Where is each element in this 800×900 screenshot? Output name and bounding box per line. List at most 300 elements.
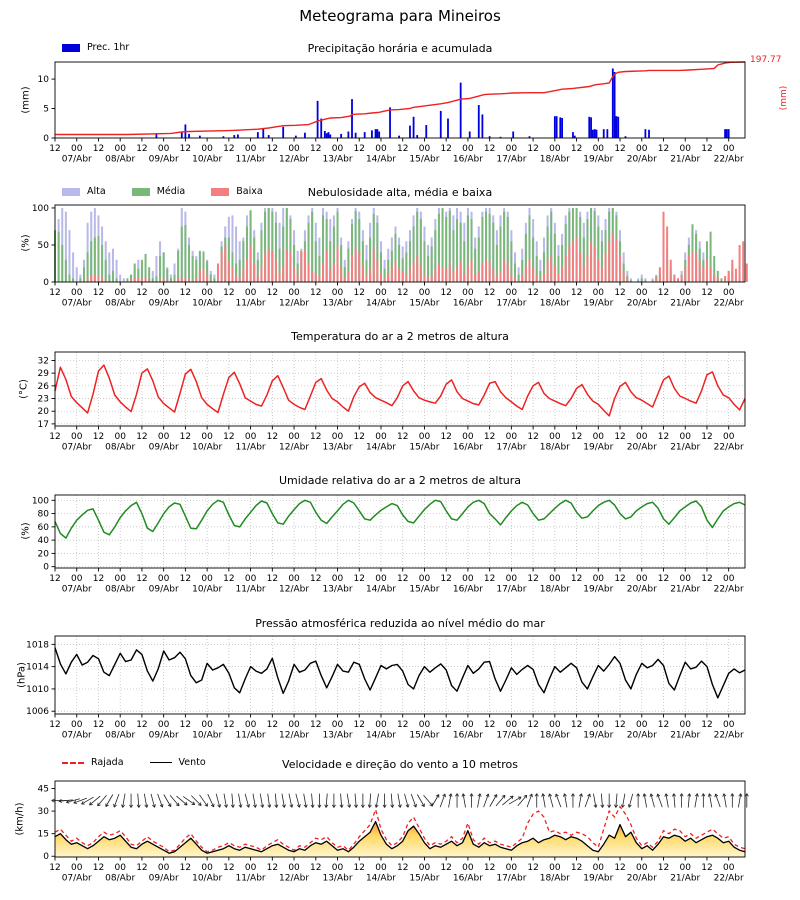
cloud-bar (195, 278, 197, 282)
y-tick-label: 0 (43, 278, 49, 288)
x-tick-label: 00 (375, 432, 387, 442)
cloud-bar (576, 238, 578, 282)
date-label: 10/Abr (192, 154, 223, 165)
cloud-bar (275, 260, 277, 282)
cloud-bar (670, 260, 672, 282)
y-tick-label: 100 (31, 496, 49, 507)
precip-bar (447, 119, 449, 138)
x-tick-label: 12 (701, 863, 713, 873)
wind-arrow-head (590, 794, 591, 797)
temperature-axes (38, 352, 745, 453)
temperature-ylabel: (°C) (18, 379, 30, 399)
legend-item-rajada (62, 757, 124, 768)
wind-arrow-head (596, 804, 597, 807)
x-tick-label: 12 (657, 574, 670, 584)
y-tick-label: 20 (37, 549, 49, 560)
x-tick-label: 12 (483, 144, 496, 154)
date-label: 22/Abr (713, 298, 744, 309)
wind-arrow-head (178, 803, 179, 806)
cloud-bar (329, 269, 331, 282)
date-label: 18/Abr (539, 584, 570, 595)
y-tick-label: 1010 (26, 684, 49, 695)
cloud-bar (351, 256, 353, 282)
cloud-bar (666, 226, 668, 282)
x-tick-label: 00 (592, 432, 605, 442)
cloud-bar (684, 267, 686, 282)
date-label: 21/Abr (670, 298, 701, 309)
cloud-bar (308, 263, 310, 282)
x-tick-label: 00 (505, 432, 518, 442)
x-tick-label: 00 (722, 574, 735, 584)
cloud-bar (318, 276, 320, 282)
cloud-bar (525, 266, 527, 282)
x-tick-label: 00 (114, 144, 126, 154)
x-tick-label: 00 (71, 432, 83, 442)
cloud-bar (731, 260, 733, 282)
x-tick-label: 00 (375, 863, 387, 873)
cloud-bar (460, 261, 462, 282)
x-tick-label: 00 (462, 720, 474, 730)
humidity-title: Umidade relativa do ar a 2 metros de altura (278, 474, 522, 487)
x-tick-label: 00 (418, 574, 431, 584)
cloud-bar (402, 272, 404, 282)
x-tick-label: 12 (49, 863, 61, 873)
wind-arrow-head (306, 804, 307, 807)
x-tick-label: 00 (244, 144, 257, 154)
y-tick-label: 45 (37, 784, 49, 795)
wind-arrow-head (451, 794, 452, 797)
cloud-bar (68, 230, 70, 282)
precip-bar (460, 83, 462, 138)
humidity-panel (55, 495, 745, 568)
x-tick-label: 00 (244, 288, 257, 298)
x-tick-label: 12 (701, 574, 713, 584)
cloud-bar (239, 278, 241, 282)
cloud-bar (253, 263, 255, 282)
wind-arrow-head (556, 794, 557, 797)
x-tick-label: 00 (288, 288, 300, 298)
cloud-low-swatch-icon (211, 188, 229, 196)
x-tick-label: 00 (71, 144, 83, 154)
precip-bar (603, 129, 605, 138)
x-tick-label: 12 (179, 288, 192, 298)
wind-arrow-head (89, 805, 92, 806)
cloud-high-swatch-icon (62, 188, 80, 196)
precipitation-axes (38, 62, 745, 165)
cloud-bar (365, 275, 367, 282)
x-tick-label: 00 (549, 288, 561, 298)
y-tick-label: 23 (37, 394, 49, 405)
x-tick-label: 00 (71, 720, 83, 730)
x-tick-label: 12 (223, 863, 235, 873)
y-tick-label: 32 (37, 356, 49, 367)
x-tick-label: 00 (418, 288, 431, 298)
x-tick-label: 00 (157, 574, 170, 584)
x-tick-label: 00 (549, 720, 561, 730)
x-tick-label: 00 (462, 432, 474, 442)
x-tick-label: 00 (679, 288, 691, 298)
cloud-bar (724, 276, 726, 282)
date-label: 12/Abr (279, 873, 310, 884)
cloud-bar (260, 267, 262, 282)
date-label: 09/Abr (148, 584, 179, 595)
date-label: 22/Abr (713, 873, 744, 884)
x-tick-label: 00 (462, 144, 474, 154)
cloud-bar (163, 278, 165, 282)
precip-bar (376, 129, 378, 138)
cloud-bars-alta (54, 208, 741, 282)
cloud-bar (510, 273, 512, 282)
temperature-panel (55, 352, 745, 426)
x-tick-label: 00 (418, 863, 431, 873)
cloud-bar (615, 239, 617, 282)
cloud-bar (79, 278, 81, 282)
cloud-bar (279, 273, 281, 282)
wind-arrow-head (263, 804, 264, 807)
date-label: 14/Abr (365, 154, 397, 165)
x-tick-label: 12 (136, 432, 148, 442)
precip-bar (724, 129, 726, 138)
wind-arrow-head (249, 804, 250, 807)
cloud-bar (90, 276, 92, 282)
cloud-bar (496, 276, 498, 282)
cloud-bar (742, 241, 744, 282)
wind-arrow-head (741, 794, 742, 797)
legend-item-alta (62, 186, 106, 197)
cloud-bar (181, 226, 183, 282)
wind-title: Velocidade e direção do vento a 10 metros (282, 758, 518, 771)
cloud-bar (286, 249, 288, 282)
date-label: 15/Abr (409, 442, 440, 453)
wind-arrow-head (270, 805, 271, 808)
x-tick-label: 12 (483, 432, 496, 442)
cloud-bar (184, 278, 186, 282)
x-tick-label: 12 (614, 863, 626, 873)
date-label: 08/Abr (105, 584, 136, 595)
x-tick-label: 00 (201, 432, 213, 442)
x-tick-label: 00 (549, 432, 561, 442)
cloud-bar (347, 271, 349, 282)
precip-bar (181, 132, 183, 138)
wind-arrow-head (66, 802, 69, 803)
date-label: 17/Abr (496, 730, 527, 741)
x-tick-label: 12 (353, 574, 365, 584)
precip-bar (257, 132, 259, 138)
x-tick-label: 00 (722, 720, 735, 730)
precip-bar (324, 131, 326, 138)
y-tick-label: 26 (37, 381, 49, 392)
x-tick-label: 00 (679, 863, 691, 873)
date-label: 20/Abr (626, 154, 657, 165)
precip-bar (572, 132, 574, 138)
cloud-bar (61, 245, 63, 282)
precipitation-ylabel: (mm) (20, 86, 32, 114)
date-label: 15/Abr (409, 584, 440, 595)
wind-arrow (490, 795, 497, 807)
wind-arrow-head (155, 804, 156, 807)
cloud-bar (228, 262, 230, 282)
cloud-bar (445, 269, 447, 282)
x-tick-label: 00 (636, 144, 648, 154)
cloud-bar (688, 256, 690, 282)
cloud-bar (373, 249, 375, 282)
wind-arrow-head (375, 804, 376, 807)
x-tick-label: 12 (266, 144, 279, 154)
x-tick-label: 12 (396, 863, 409, 873)
date-label: 10/Abr (192, 442, 223, 453)
date-label: 11/Abr (235, 730, 266, 741)
date-label: 21/Abr (670, 873, 701, 884)
cloud-bar (452, 271, 454, 282)
cloud-bar (250, 245, 252, 282)
x-tick-label: 12 (440, 863, 452, 873)
cloud-bar (199, 270, 201, 282)
date-label: 18/Abr (539, 154, 570, 165)
date-label: 17/Abr (496, 584, 527, 595)
wind-direction-arrows (52, 794, 749, 808)
x-tick-label: 12 (310, 288, 322, 298)
x-tick-label: 00 (71, 574, 83, 584)
x-tick-label: 12 (483, 863, 496, 873)
x-tick-label: 12 (179, 863, 192, 873)
date-label: 16/Abr (452, 584, 483, 595)
x-tick-label: 00 (679, 720, 691, 730)
wind-arrow-head (715, 794, 716, 797)
wind-arrow-head (563, 794, 564, 797)
wind-arrow-head (74, 803, 77, 804)
x-tick-label: 12 (440, 720, 452, 730)
cloud-bar (126, 278, 128, 282)
x-tick-label: 00 (679, 432, 691, 442)
y-tick-label: 15 (37, 829, 49, 840)
precip-bar (554, 116, 556, 138)
precipitation-title: Precipitação horária e acumulada (307, 42, 493, 55)
cloud-bar (500, 271, 502, 282)
y-tick-label: 100 (31, 203, 49, 214)
cloud-bar (405, 275, 407, 282)
x-tick-label: 00 (288, 720, 300, 730)
x-tick-label: 12 (179, 574, 192, 584)
x-tick-label: 12 (440, 574, 452, 584)
wind-arrow-head (299, 804, 300, 807)
x-tick-label: 00 (505, 144, 518, 154)
date-label: 17/Abr (496, 298, 527, 309)
cloud-bar (326, 251, 328, 282)
wind-arrow-head (350, 804, 351, 807)
y-tick-label: 20 (37, 407, 49, 418)
cloud-bar (612, 234, 614, 282)
x-tick-label: 12 (223, 432, 235, 442)
cloud-bar (739, 245, 741, 282)
cloud-bar (163, 252, 165, 282)
precip-bar (596, 130, 598, 138)
cloud-bar (561, 267, 563, 282)
cloud-bar (224, 245, 226, 282)
cloud-bar (514, 278, 516, 282)
date-label: 09/Abr (148, 730, 179, 741)
cloud-bar (710, 267, 712, 282)
precip-bar (512, 132, 514, 138)
precip-bar (614, 72, 616, 138)
cloud-bar (221, 252, 223, 282)
date-label: 07/Abr (61, 442, 92, 453)
cloud-bar (333, 263, 335, 282)
date-label: 10/Abr (192, 584, 223, 595)
date-label: 20/Abr (626, 730, 657, 741)
x-tick-label: 12 (570, 574, 583, 584)
wind-arrow (417, 795, 424, 807)
cloud-bar (362, 266, 364, 282)
x-tick-label: 12 (614, 432, 626, 442)
cloud-bar (695, 254, 697, 282)
precip-bar (616, 116, 618, 138)
wind-arrow (432, 795, 439, 807)
cloud-bar (242, 269, 244, 282)
date-label: 18/Abr (539, 873, 570, 884)
wind-arrow-head (226, 804, 227, 807)
cloud-bar (340, 267, 342, 282)
wind-line-icon (150, 762, 172, 763)
x-tick-label: 00 (592, 288, 605, 298)
x-tick-label: 12 (396, 432, 409, 442)
x-tick-label: 12 (92, 432, 105, 442)
legend-label: Vento (178, 757, 206, 768)
date-label: 14/Abr (365, 442, 397, 453)
precip-bar (559, 117, 561, 138)
pressure-panel (55, 636, 745, 714)
date-label: 20/Abr (626, 873, 657, 884)
wind-arrow-head (697, 794, 698, 797)
cloud-bar (311, 271, 313, 282)
cloud-bar (177, 251, 179, 282)
date-label: 08/Abr (105, 154, 136, 165)
cloud-bar (434, 269, 436, 282)
date-label: 11/Abr (235, 873, 266, 884)
cloud-bar (170, 278, 172, 282)
cloud-bar (586, 256, 588, 282)
legend-item-media (132, 186, 186, 197)
wind-arrow-head (480, 794, 481, 797)
date-label: 07/Abr (61, 584, 92, 595)
date-label: 19/Abr (583, 442, 614, 453)
x-tick-label: 12 (440, 288, 452, 298)
cloud-bar (166, 269, 168, 282)
precip-bar (188, 134, 190, 138)
cloud-bar (58, 232, 60, 282)
cloud-bar (72, 252, 74, 282)
date-label: 17/Abr (496, 873, 527, 884)
cloud-bar (456, 267, 458, 282)
wind-arrow (424, 795, 433, 806)
date-label: 15/Abr (409, 154, 440, 165)
precip-bar (561, 118, 563, 138)
precip-bar (440, 111, 442, 138)
cloud-bar (257, 276, 259, 282)
date-label: 22/Abr (713, 154, 744, 165)
y-tick-label: 17 (37, 419, 49, 430)
x-tick-label: 12 (179, 432, 192, 442)
x-tick-label: 12 (49, 720, 61, 730)
cloud-bar (337, 246, 339, 282)
date-label: 12/Abr (279, 442, 310, 453)
precipitation-legend (62, 42, 129, 53)
x-tick-label: 00 (244, 863, 257, 873)
legend-label: Alta (87, 186, 106, 197)
x-tick-label: 12 (136, 288, 148, 298)
date-label: 14/Abr (365, 584, 397, 595)
precip-bar (478, 105, 480, 138)
x-tick-label: 00 (331, 144, 344, 154)
cloud-bar (463, 273, 465, 282)
date-label: 13/Abr (322, 442, 353, 453)
x-tick-label: 12 (570, 288, 583, 298)
date-label: 18/Abr (539, 442, 570, 453)
cloud-bar (376, 260, 378, 282)
precip-bar (594, 129, 596, 138)
y-tick-label: 60 (37, 522, 49, 533)
cloud-bar (101, 245, 103, 282)
accumulated-final-value: 197.77 (750, 55, 782, 65)
precip-bar (556, 116, 558, 138)
cloud-bar (188, 245, 190, 282)
precip-bar (262, 128, 264, 138)
date-label: 16/Abr (452, 298, 483, 309)
x-tick-label: 12 (483, 288, 496, 298)
x-tick-label: 12 (223, 574, 235, 584)
x-tick-label: 00 (201, 144, 213, 154)
legend-item-baixa (211, 186, 262, 197)
cloud-bar (155, 276, 157, 282)
y-tick-label: 30 (37, 807, 49, 818)
cloud-bar (231, 267, 233, 282)
cloud-bar (655, 278, 657, 282)
date-label: 10/Abr (192, 730, 223, 741)
precip-bar (389, 107, 391, 138)
cloud-bar (659, 267, 661, 282)
date-label: 11/Abr (235, 442, 266, 453)
wind-arrow-head (488, 794, 489, 797)
y-tick-label: 50 (37, 240, 49, 251)
x-tick-label: 00 (288, 432, 300, 442)
x-tick-label: 12 (396, 144, 409, 154)
cloud-bar (420, 266, 422, 282)
x-tick-label: 00 (375, 144, 387, 154)
x-tick-label: 00 (201, 720, 213, 730)
cloud-bar (717, 278, 719, 282)
cloud-bar (387, 273, 389, 282)
date-label: 19/Abr (583, 873, 614, 884)
cloud-bar (471, 260, 473, 282)
precip-bar (728, 129, 730, 138)
x-tick-label: 12 (49, 288, 61, 298)
cloud-bar (300, 251, 302, 282)
date-label: 16/Abr (452, 873, 483, 884)
date-label: 21/Abr (670, 730, 701, 741)
cloud-bar (532, 267, 534, 282)
x-tick-label: 12 (701, 144, 713, 154)
date-label: 09/Abr (148, 154, 179, 165)
date-label: 21/Abr (670, 154, 701, 165)
legend-label: Rajada (91, 757, 124, 768)
wind-arrow-head (416, 804, 417, 807)
y-tick-label: 1018 (26, 640, 49, 651)
x-tick-label: 00 (679, 574, 691, 584)
x-tick-label: 12 (396, 574, 409, 584)
x-tick-label: 12 (223, 288, 235, 298)
wind-arrow (89, 796, 100, 805)
cloud-bar (681, 276, 683, 282)
precip-bar (282, 127, 284, 138)
